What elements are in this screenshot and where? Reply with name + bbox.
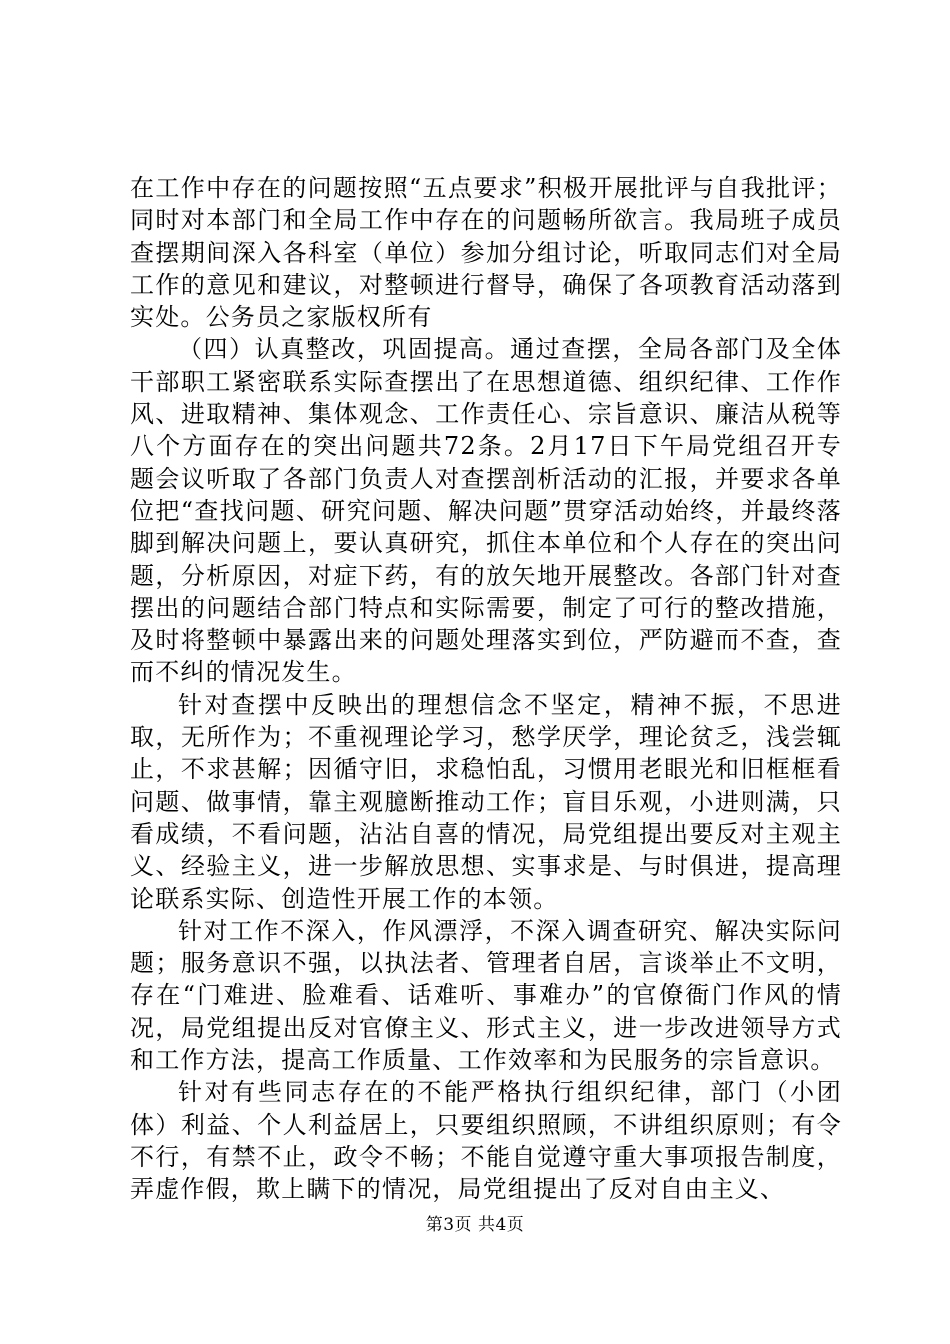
- document-body: [130, 172, 842, 1206]
- paragraph-4: 针对工作不深入，作风漂浮，不深入调查研究、解决实际问题；服务意识不强，以执法者、管理者自居，言谈举止不文明，存在“门难进、脸难看、话难听、事难办”的官僚衙门作风的情况，局党组提出反对官僚主义、形式主义，进一步改进领导方式和工作方法，提高工作质量、工作效率和为民服务的宗旨意识。: [130, 916, 842, 1075]
- paragraph-1: 在工作中存在的问题按照“五点要求”积极开展批评与自我批评；同时对本部门和全局工作中存在的问题畅所欲言。我局班子成员查摆期间深入各科室（单位）参加分组讨论，听取同志们对全局工作的意见和建议，对整顿进行督导，确保了各项教育活动落到实处。公务员之家版权所有: [130, 174, 842, 332]
- paragraph-5: 针对有些同志存在的不能严格执行组织纪律，部门（小团体）利益、个人利益居上，只要组织照顾，不讲组织原则；有令不行，有禁不止，政令不畅；不能自觉遵守重大事项报告制度，弄虚作假，欺上瞒下的情况，局党组提出了反对自由主义、: [130, 1078, 842, 1204]
- page-footer: 第3页 共4页: [425, 1215, 525, 1235]
- paragraph-2: （四）认真整改，巩固提高。通过查摆，全局各部门及全体干部职工紧密联系实际查摆出了在思想道德、组织纪律、工作作风、进取精神、集体观念、工作责任心、宗旨意识、廉洁从税等八个方面存在的突出问题共72条。2月17日下午局党组召开专题会议听取了各部门负责人对查摆剖析活动的汇报，并要求各单位把“查找问题、研究问题、解决问题”贯穿活动始终，并最终落脚到解决问题上，要认真研究，抓住本单位和个人存在的突出问题，分析原因，对症下药，有的放矢地开展整改。各部门针对查摆出的问题结合部门特点和实际需要，制定了可行的整改措施，及时将整顿中暴露出来的问题处理落实到位，严防避而不查，查而不纠的情况发生。: [130, 335, 842, 687]
- paragraph-3: 针对查摆中反映出的理想信念不坚定，精神不振，不思进取，无所作为；不重视理论学习，愁学厌学，理论贫乏，浅尝辄止，不求甚解；因循守旧，求稳怕乱，习惯用老眼光和旧框框看问题、做事情，靠主观臆断推动工作；盲目乐观，小进则满，只看成绩，不看问题，沾沾自喜的情况，局党组提出要反对主观主义、经验主义，进一步解放思想、实事求是、与时俱进，提高理论联系实际、创造性开展工作的本领。: [130, 690, 842, 913]
